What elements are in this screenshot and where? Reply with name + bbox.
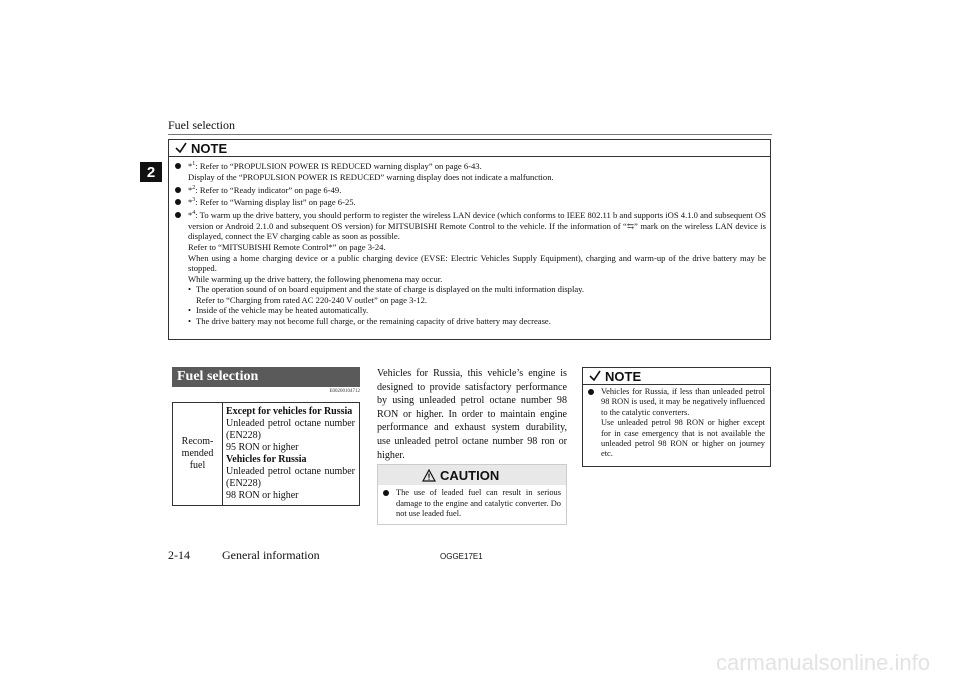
fuel-group-heading: Except for vehicles for Russia bbox=[226, 406, 353, 417]
note-header bbox=[169, 140, 770, 157]
note-box-small bbox=[582, 367, 771, 467]
header-title: Fuel selection bbox=[168, 118, 235, 132]
note-item-4: *$^4$: To warm up the drive battery, you should perform to register the wireless LAN device (which conforms to IEEE 802.11 b and supports iOS 4.1.0 and subsequent OS version or Android 2.1.0 and subsequent OS version) for MITSUBISHI Remote Control to the vehicle. If the information of “⇆” mark on the wireless LAN device is displayed, connect the EV charging cable as soon as possible. Refer to “MITSUBISHI Remote Control*” on page 3-24. When using a home charging device or a public charging device (EVSE: Electric Vehicles Supply Equipment), charging and warm-up of the drive battery may be stopped. While warming up the drive battery, the following phenomena may occur. • The operation sound of on board equipment and the state of charge is displayed on the multi information display. Refer to “Charging from rated AC 220-240 V outlet” on page 3-12. • Inside of the vehicle may be heated automatically. • The drive battery may not become full charge, or the remaining capacity of drive battery may decrease. bbox=[175, 210, 766, 327]
header-rule bbox=[168, 134, 772, 135]
footer-page-number: 2-14 bbox=[168, 548, 190, 562]
fuel-cell bbox=[223, 403, 359, 505]
fuel-row-header: Recom- mended fuel bbox=[173, 403, 223, 505]
footer-section: General information bbox=[222, 548, 320, 562]
caution-text: The use of leaded fuel can result in serious damage to the engine and catalytic converter. Do not use leaded fuel. bbox=[396, 488, 561, 519]
footer-code: OGGE17E1 bbox=[440, 552, 483, 561]
section-code: E00200104712 bbox=[329, 389, 360, 394]
caution-header bbox=[378, 465, 566, 485]
caution-body bbox=[378, 485, 566, 520]
note-label: NOTE bbox=[191, 140, 228, 156]
bullet-icon bbox=[588, 389, 594, 395]
sub-item: • The operation sound of on board equipment and the state of charge is displayed on the multi information display. bbox=[188, 284, 585, 295]
bullet-icon bbox=[175, 187, 181, 193]
note-small-text-2: Use unleaded petrol 98 RON or higher except for in case emergency that is not available the unleaded petrol 98 RON or higher on journey etc. bbox=[601, 418, 765, 459]
note-body bbox=[169, 157, 770, 327]
section-heading: Fuel selection bbox=[172, 367, 360, 387]
note-small-body bbox=[583, 385, 770, 460]
fuel-group-rating: 98 RON or higher bbox=[226, 490, 299, 501]
bullet-icon bbox=[175, 199, 181, 205]
note-item-1: *$^1$: Refer to “PROPULSION POWER IS REDUCED warning display” on page 6-43. Display of the “PROPULSION POWER IS REDUCED” warning display does not indicate a malfunction. bbox=[175, 161, 766, 182]
note-small-text: Vehicles for Russia, if less than unleaded petrol 98 RON is used, it may be negatively influenced to the catalytic converters. bbox=[601, 387, 765, 417]
note-box bbox=[168, 139, 771, 340]
note-item-3: *$^3$: Refer to “Warning display list” on page 6-25. bbox=[175, 197, 766, 208]
fuel-group-text: Unleaded petrol octane number (EN228) bbox=[226, 466, 355, 489]
note-label: NOTE bbox=[605, 368, 642, 384]
bullet-icon bbox=[383, 490, 389, 496]
caution-label: CAUTION bbox=[440, 467, 500, 483]
note-check-icon bbox=[175, 142, 187, 154]
fuel-table bbox=[172, 402, 360, 506]
fuel-group-text: Unleaded petrol octane number (EN228) bbox=[226, 418, 355, 441]
sub-item: Refer to “Charging from rated AC 220-240 V outlet” on page 3-12. bbox=[196, 294, 428, 305]
fuel-group-heading: Vehicles for Russia bbox=[226, 454, 307, 465]
bullet-icon bbox=[175, 163, 181, 169]
bullet-icon bbox=[175, 212, 181, 218]
fuel-group-rating: 95 RON or higher bbox=[226, 442, 299, 453]
note-check-icon bbox=[589, 370, 601, 382]
warning-triangle-icon bbox=[422, 469, 436, 482]
note-header bbox=[583, 368, 770, 385]
note-item-2: *$^2$: Refer to “Ready indicator” on page 6-49. bbox=[175, 185, 766, 196]
watermark: carmanualsonline.info bbox=[715, 650, 930, 675]
sub-item: • The drive battery may not become full charge, or the remaining capacity of drive battery may decrease. bbox=[188, 316, 551, 327]
russia-paragraph: Vehicles for Russia, this vehicle’s engine is designed to provide satisfactory performance by using unleaded petrol octane number 98 RON or higher. In order to maintain engine performance and exhaust system durability, use unleaded petrol octane number 98 ron or higher. bbox=[377, 368, 567, 461]
chapter-tab: 2 bbox=[140, 162, 162, 182]
sub-item: • Inside of the vehicle may be heated automatically. bbox=[188, 305, 369, 316]
caution-box bbox=[377, 464, 567, 525]
